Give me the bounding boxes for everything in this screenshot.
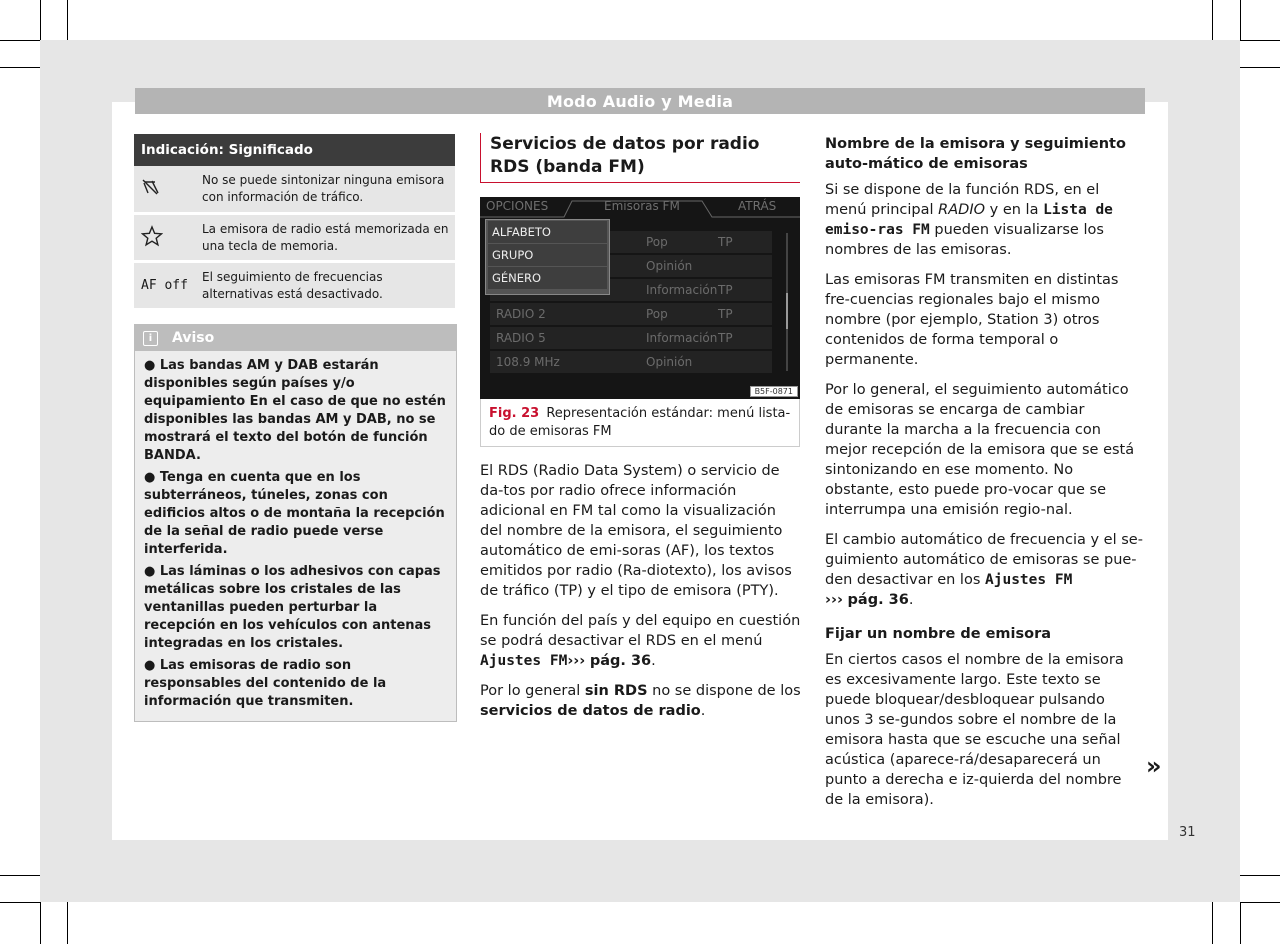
screen-tab-title: Emisoras FM (604, 199, 680, 213)
menu-code: Lista de emiso-ras FM (825, 202, 1113, 238)
table-row (134, 215, 455, 263)
crop-mark (40, 902, 41, 944)
subheading: Nombre de la emisora y seguimiento auto-mático de emisoras (825, 136, 1126, 172)
paragraph: En función del país y del equipo en cuestión se podrá desactivar el RDS en el menú Ajustes FM››› pág. 36. (480, 613, 801, 669)
notice-title: Aviso (172, 330, 215, 346)
crop-mark (0, 67, 40, 68)
screen-station-row: Opinión (490, 255, 772, 277)
crop-mark (1240, 875, 1280, 876)
figure-code-badge: B5F-0871 (750, 386, 798, 397)
crop-mark (0, 40, 40, 41)
figure-number: Fig. 23 (489, 406, 540, 421)
page-number: 31 (1179, 825, 1196, 840)
notice-item: ● Las emisoras de radio son responsables del contenido de la información que transmiten. (144, 658, 387, 709)
page-reference-link[interactable]: pág. 36 (589, 653, 652, 669)
figure-caption-text: Representación estándar: menú lista-do de emisoras FM (489, 406, 791, 439)
menu-code: Ajustes FM (985, 572, 1073, 588)
table-cell-description: El seguimiento de frecuencias alternativas está desactivado. (202, 269, 383, 301)
table-cell-description: La emisora de radio está memorizada en una tecla de memoria. (202, 221, 449, 253)
crop-mark (0, 875, 40, 876)
notice-header (135, 325, 456, 351)
star-outline-icon (134, 225, 202, 251)
paragraph: El cambio automático de frecuencia y el se-guimiento automático de emisoras se pue-den desactivar en los Ajustes FM ››› pág. 36. (825, 532, 1143, 608)
no-traffic-info-icon (134, 178, 202, 200)
crop-mark (0, 902, 40, 903)
screen-station-row: RADIO 2 Pop TP (490, 303, 772, 325)
right-text-column (825, 134, 1143, 820)
table-row (134, 166, 455, 215)
screen-popup-item: ALFABETO (488, 221, 607, 243)
paragraph: En ciertos casos el nombre de la emisora es excesivamente largo. Este texto se puede bloquear/desbloquear pulsando unos 3 se-gundos sobre el nombre de la emisora hasta que se escuche una señal acústica (aparece-rá/desaparecerá un punto a derecha e iz-quierda del nombre de la emisora). (825, 652, 1124, 808)
crop-mark (1240, 67, 1280, 68)
notice-box (134, 324, 457, 722)
subheading: Fijar un nombre de emisora (825, 626, 1052, 642)
af-off-symbol: AF off (141, 278, 188, 293)
radio-screen-figure (480, 197, 800, 399)
crop-mark (40, 0, 41, 40)
crop-mark (1212, 0, 1213, 40)
screen-popup-item: GÉNERO (488, 267, 607, 289)
paragraph: Si se dispone de la función RDS, en el menú principal RADIO y en la Lista de emiso-ras FM pueden visualizarse los nombres de las emisoras. (825, 182, 1113, 258)
screen-tab-back: ATRÁS (738, 199, 777, 213)
crop-mark (1212, 902, 1213, 944)
paragraph: Las emisoras FM transmiten en distintas fre-cuencias regionales bajo el mismo nombre (por ejemplo, Station 3) otros contenidos de forma temporal o permanente. (825, 272, 1119, 368)
screen-station-row: Pop TP (490, 231, 772, 253)
table-cell-description: No se puede sintonizar ninguna emisora con información de tráfico. (202, 173, 445, 204)
middle-text-column (480, 461, 802, 731)
continue-mark: » (1146, 752, 1162, 780)
screen-scrollbar-thumb (786, 293, 788, 329)
screen-station-row: 108.9 MHz Opinión (490, 351, 772, 373)
notice-body (135, 351, 456, 721)
screen-popup-menu (485, 219, 610, 295)
screen-tab-options: OPCIONES (486, 199, 549, 213)
notice-item: ● Las láminas o los adhesivos con capas metálicas sobre los cristales de las ventanillas pueden perturbar la recepción en los vehículos con antenas integradas en los cristales. (144, 564, 441, 651)
table-row (134, 263, 455, 311)
notice-item: ● Tenga en cuenta que en los subterráneos, túneles, zonas con edificios altos o de montaña la recepción de la señal de radio puede verse interferida. (144, 470, 445, 557)
notice-item: ● Las bandas AM y DAB estarán disponibles según países y/o equipamiento En el caso de que no estén disponibles las bandas AM y DAB, no se mostrará el texto del botón de función BANDA. (144, 358, 446, 463)
table-header: Indicación: Significado (134, 134, 455, 166)
figure-caption (480, 399, 800, 447)
menu-code: Ajustes FM (480, 653, 568, 669)
screen-station-row: Información TP (490, 279, 772, 301)
screen-popup-item: GRUPO (488, 244, 607, 266)
paragraph: El RDS (Radio Data System) o servicio de da-tos por radio ofrece información adicional en FM tal como la visualización del nombre de la emisora, el seguimiento automático de emi-soras (AF), los textos emitidos por radio (Ra-diotexto), los avisos de tráfico (TP) y el tipo de emisora (PTY). (480, 463, 792, 599)
section-title: Servicios de datos por radio RDS (banda FM) (480, 133, 800, 183)
page-reference-link[interactable]: pág. 36 (847, 592, 909, 608)
chapter-header: Modo Audio y Media (135, 88, 1145, 114)
screen-station-row: RADIO 5 Información TP (490, 327, 772, 349)
indicator-table (134, 134, 455, 311)
paragraph: Por lo general sin RDS no se dispone de los servicios de datos de radio. (480, 683, 801, 719)
crop-mark (1240, 40, 1280, 41)
paragraph: Por lo general, el seguimiento automático de emisoras se encarga de cambiar durante la marcha a la frecuencia con mejor recepción de la emisora que se está sintonizando en ese momento. No obstante, esto puede pro-vocar que se interrumpa una emisión regio-nal. (825, 382, 1135, 518)
crop-mark (1240, 902, 1280, 903)
info-icon: i (143, 331, 158, 346)
crop-mark (67, 0, 68, 40)
crop-mark (1240, 902, 1241, 944)
crop-mark (67, 902, 68, 944)
screen-tab-outline (480, 197, 800, 219)
crop-mark (1240, 0, 1241, 40)
